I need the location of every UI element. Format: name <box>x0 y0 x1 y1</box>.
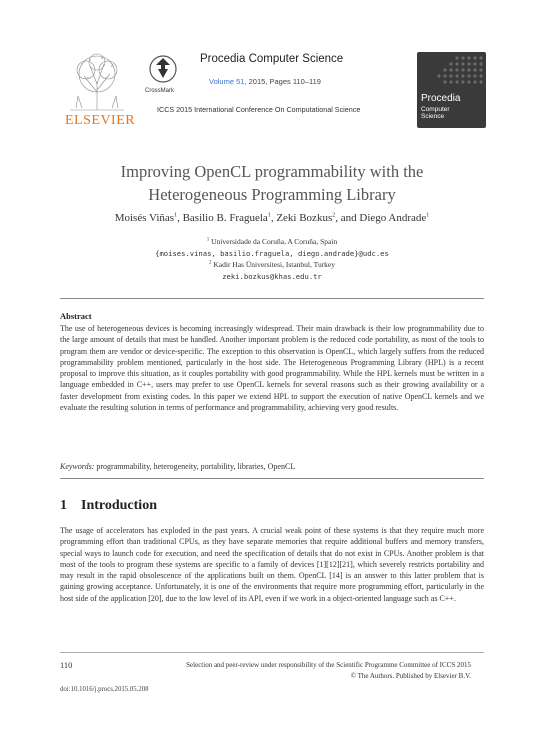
affiliation-1-name: Universidade da Coruña, A Coruña, Spain <box>211 237 338 246</box>
keywords-label: Keywords: <box>60 462 95 471</box>
author-affiliation-mark: 1 <box>426 212 430 219</box>
section-number: 1 <box>60 498 67 513</box>
paper-title-line-2: Heterogeneous Programming Library <box>148 185 396 204</box>
keywords-list: programmability, heterogeneity, portability, libraries, OpenCL <box>96 462 296 471</box>
procedia-subtitle: Computer Science <box>421 106 450 120</box>
section-heading <box>60 498 157 514</box>
author-affiliation-mark: 1 <box>174 212 178 219</box>
page-number: 110 <box>60 660 73 670</box>
affiliation-1-mark: 1 <box>206 237 210 243</box>
author-name: Diego Andrade <box>359 212 427 224</box>
affiliation-2-mark: 2 <box>208 260 212 266</box>
footer-review-line: Selection and peer-review under responsibility of the Scientific Programme Committee of ICCS 2015 <box>186 661 471 669</box>
elsevier-wordmark: ELSEVIER <box>65 113 136 128</box>
footer-copyright-line: © The Authors. Published by Elsevier B.V. <box>350 671 471 680</box>
volume-link[interactable]: Volume 51 <box>209 77 245 86</box>
abstract-heading: Abstract <box>60 311 92 321</box>
abstract-top-rule <box>60 298 484 299</box>
author-name: Basilio B. Fraguela <box>182 212 268 224</box>
abstract-bottom-rule <box>60 478 484 479</box>
procedia-title: Procedia <box>421 93 461 104</box>
doi[interactable]: doi:10.1016/j.procs.2015.05.208 <box>60 686 149 693</box>
author-affiliation-mark: 1 <box>267 212 271 219</box>
journal-header <box>0 0 544 134</box>
abstract-body: The use of heterogeneous devices is becoming increasingly widespread. Their main drawback is their low programmability due to the large amount of details that must be handled. Another important problem is the reduced code portability, as most of the tools to program them are vendor or device-specific. The exception to this observation is OpenCL, which largely suffers from the reduced programmability problem mentioned, particularly in the host side. The Heterogeneous Programming Library (HPL) is a recent proposal to improve this situation, as it couples portability with good programmability. While the HPL kernels must be written in a language embedded in C++, users may prefer to use OpenCL kernels for several reasons such as their growing availability or a faster development from existing codes. In this paper we extend HPL to support the execution of native OpenCL kernels and we evaluate the resulting solution in terms of performance and programmability, achieving very good results. <box>60 324 484 413</box>
crossmark-icon[interactable] <box>148 54 178 88</box>
affiliation-1 <box>60 237 484 246</box>
procedia-pattern-icon <box>417 52 486 92</box>
volume-pages: , 2015, Pages 110–119 <box>244 77 321 86</box>
volume-line <box>209 77 321 86</box>
procedia-cover <box>417 52 486 128</box>
affiliation-2 <box>60 260 484 269</box>
author-name: Moisés Viñas <box>114 212 175 224</box>
keywords-line <box>60 462 484 471</box>
paper-title <box>60 160 484 206</box>
affiliation-1-email[interactable]: {moises.vinas, basilio.fraguela, diego.andrade}@udc.es <box>155 249 389 258</box>
affiliation-2-email[interactable]: zeki.bozkus@khas.edu.tr <box>222 272 322 281</box>
section-title: Introduction <box>81 498 157 513</box>
affiliation-2-name: Kadir Has Üniversitesi, Istanbul, Turkey <box>213 260 336 269</box>
author-name: Zeki Bozkus <box>276 212 333 224</box>
crossmark-label: CrossMark <box>145 88 175 94</box>
footer-rule <box>60 652 484 653</box>
author-affiliation-mark: 2 <box>332 212 336 219</box>
footer-notice <box>93 660 471 681</box>
conference-name: ICCS 2015 International Conference On Computational Science <box>157 105 361 114</box>
introduction-body: The usage of accelerators has exploded in the past years. A crucial weak point of these systems is that they require much more programming effort than traditional CPUs, as they have separate memories that require additional buffers and memory transfers, special ways to launch code for execution, and need the specification of details that do not exist in CPUs. Another problem is that most of the tools to program these systems are specific to a family of devices [1][12][21], which severely restricts portability and may result in the rapid obsolescence of the applications built on them. OpenCL [14] is an answer to this latter problem that is gaining growing acceptance. Unfortunately, it is one of the environments that require more programming effort, particularly in the host side of the application [20], due to the low level of its API, even if we work in a object-oriented language such as C++. <box>60 526 484 603</box>
journal-name: Procedia Computer Science <box>200 53 344 65</box>
author-list: Moisés Viñas$^1$, Basilio B. Fraguela$^1$, Zeki Bozkus$^2$, and Diego Andrade$^1$ <box>114 212 430 224</box>
paper-title-line-1: Improving OpenCL programmability with the <box>120 162 424 181</box>
